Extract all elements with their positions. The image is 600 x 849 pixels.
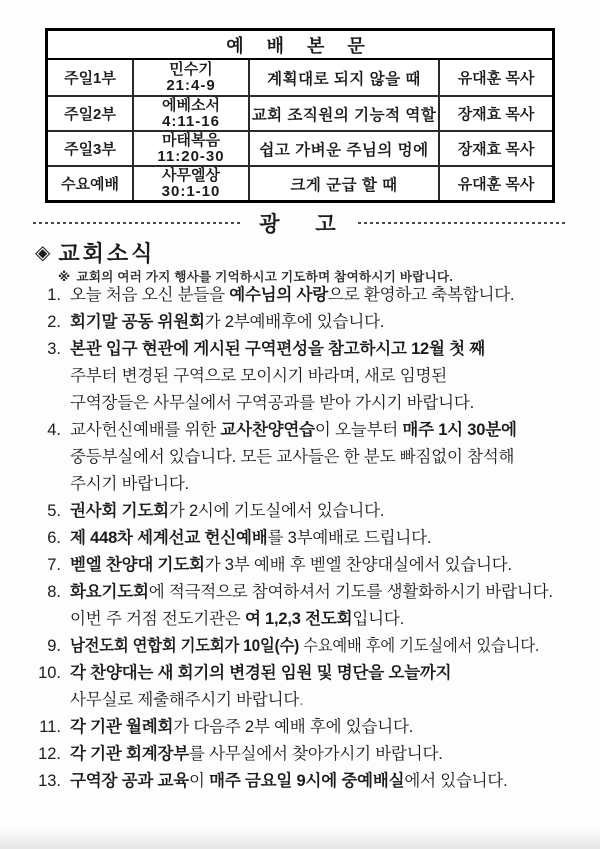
- item-content: [70, 282, 580, 309]
- divider-dash-left: [33, 222, 243, 224]
- item-content: [70, 336, 580, 417]
- item-line: [70, 309, 580, 336]
- item-content: [70, 768, 580, 795]
- item-line: [70, 498, 580, 525]
- item-line: [70, 363, 580, 390]
- text-segment: 가 2부예배후에 있습니다.: [204, 313, 385, 331]
- item-line: [70, 390, 580, 417]
- announcement-item: [28, 336, 580, 417]
- divider-title: 광 고: [259, 213, 342, 236]
- cell-service: 주일3부: [64, 141, 116, 158]
- diamond-bullet-icon: ◈: [35, 241, 51, 264]
- text-segment: 제 448차 세계선교 헌신예배: [70, 529, 268, 547]
- cell-preacher: 장재효 목사: [438, 132, 552, 165]
- text-segment: 가 2시에 기도실에서 있습니다.: [168, 502, 385, 520]
- announcement-item: [28, 741, 580, 768]
- text-segment: 교사찬양연습: [220, 421, 315, 439]
- text-segment: 여 1,2,3 전도회: [244, 610, 353, 628]
- item-number: 6.: [47, 529, 61, 547]
- cell-preacher: 유대훈 목사: [438, 167, 552, 200]
- scripture-verse: 11:20-30: [157, 147, 225, 165]
- item-line: [70, 552, 580, 579]
- text-segment: 남전도회 연합회 기도회가 10일(수): [70, 637, 300, 655]
- table-row: [48, 95, 552, 130]
- item-line: [70, 336, 580, 363]
- item-content: [70, 714, 580, 741]
- announcement-list: [28, 282, 580, 795]
- announcement-item: [28, 768, 580, 795]
- item-line: [70, 606, 580, 633]
- item-number: 13.: [38, 772, 61, 790]
- item-line: [70, 525, 580, 552]
- text-segment: 가 3부 예배 후 벧엘 찬양대실에서 있습니다.: [204, 556, 512, 574]
- item-number: 12.: [38, 745, 61, 763]
- item-number: 8.: [47, 583, 61, 601]
- text-segment: 각 기관 월례회: [70, 718, 174, 736]
- scripture-verse: 4:11-16: [162, 112, 220, 130]
- announcement-item: [28, 660, 580, 714]
- text-segment: 사무실로 제출해주시기 바랍니다: [70, 691, 300, 709]
- text-segment: .: [299, 691, 304, 709]
- scripture-book: 마태복음: [162, 131, 220, 149]
- church-news-header: [35, 237, 155, 268]
- announcement-item: [28, 417, 580, 498]
- text-segment: 매주 1시 30분에: [402, 421, 517, 439]
- announcement-item: [28, 633, 580, 660]
- cell-sermon: 쉽고 가벼운 주님의 멍에: [248, 132, 438, 165]
- item-number: 3.: [47, 340, 61, 358]
- scripture-verse: 21:4-9: [166, 76, 216, 94]
- item-content: [70, 525, 580, 552]
- table-row: [48, 130, 552, 165]
- item-content: [70, 741, 580, 768]
- announcement-item: [28, 498, 580, 525]
- church-news-title: 교회소식: [58, 241, 156, 266]
- item-line: [70, 633, 544, 660]
- text-segment: 수요예배 후에 기도실에서 있습니다.: [299, 637, 540, 655]
- text-segment: 교사헌신예배를 위한: [70, 421, 221, 439]
- cell-scripture: [132, 60, 248, 95]
- item-number: 1.: [47, 286, 61, 304]
- cell-sermon: 계획대로 되지 않을 때: [248, 60, 438, 95]
- worship-table: [45, 28, 555, 203]
- text-segment: 각 찬양대는 새 회기의 변경된 임원 및 명단을 오늘까지: [70, 664, 452, 682]
- text-segment: 으로 환영하고 축복합니다.: [328, 286, 515, 304]
- text-segment: 주시기 바랍니다.: [70, 475, 189, 493]
- item-line: [70, 444, 580, 471]
- item-number: 5.: [47, 502, 61, 520]
- text-segment: 화요기도회: [70, 583, 149, 601]
- cell-scripture: [132, 132, 248, 165]
- text-segment: 구역장들은 사무실에서 구역공과를 받아 가시기 바랍니다.: [70, 394, 475, 412]
- item-content: [70, 309, 580, 336]
- reference-mark-icon: ※: [58, 270, 71, 284]
- cell-preacher: 장재효 목사: [438, 97, 552, 130]
- text-segment: 각 기관 회계장부: [70, 745, 189, 763]
- item-number: 4.: [47, 421, 61, 439]
- item-number: 9.: [47, 637, 61, 655]
- announcement-item: [28, 714, 580, 741]
- item-content: [70, 498, 580, 525]
- text-segment: 이번 주 거점 전도기관은: [70, 610, 245, 628]
- item-content: [70, 579, 580, 633]
- divider-dash-right: [358, 222, 568, 224]
- text-segment: 회기말 공동 위원회: [70, 313, 205, 331]
- item-line: [70, 282, 580, 309]
- announcement-item: [28, 309, 580, 336]
- item-number: 2.: [47, 313, 61, 331]
- worship-table-title: 예 배 본 문: [48, 31, 552, 60]
- cell-service: 수요예배: [61, 176, 119, 193]
- text-segment: 주부터 변경된 구역으로 모이시기 바라며, 새로 임명된: [70, 367, 447, 385]
- text-segment: 에 적극적으로 참여하셔서 기도를 생활화하시기 바랍니다.: [148, 583, 553, 601]
- cell-sermon: 교회 조직원의 기능적 역할: [248, 97, 438, 130]
- item-line: [70, 714, 580, 741]
- announcement-item: [28, 552, 580, 579]
- item-content: [70, 417, 580, 498]
- text-segment: 를 사무실에서 찾아가시기 바랍니다.: [188, 745, 443, 763]
- text-segment: 구역장 공과 교육: [70, 772, 189, 790]
- item-line: [70, 768, 580, 795]
- item-number: 11.: [39, 718, 61, 736]
- text-segment: 예수님의 사랑: [229, 286, 329, 304]
- cell-preacher: 유대훈 목사: [438, 60, 552, 95]
- text-segment: 에서 있습니다.: [404, 772, 508, 790]
- scripture-book: 민수기: [169, 60, 213, 78]
- item-line: [70, 687, 580, 714]
- item-number: 10.: [38, 664, 61, 682]
- scan-artifact: [0, 827, 600, 849]
- item-content: [70, 552, 580, 579]
- announcement-item: [28, 282, 580, 309]
- text-segment: 매주 금요일 9시에 중예배실: [209, 772, 405, 790]
- text-segment: 를 3부예배로 드립니다.: [267, 529, 432, 547]
- text-segment: 이 오늘부터: [314, 421, 403, 439]
- scripture-book: 사무엘상: [162, 166, 220, 184]
- cell-sermon: 크게 군급 할 때: [248, 167, 438, 200]
- text-segment: 중등부실에서 있습니다. 모든 교사들은 한 분도 빠짐없이 참석해: [70, 448, 515, 466]
- text-segment: 벧엘 찬양대 기도회: [70, 556, 205, 574]
- cell-scripture: [132, 97, 248, 130]
- item-line: [70, 741, 580, 768]
- announcement-item: [28, 579, 580, 633]
- text-segment: 권사회 기도회: [70, 502, 169, 520]
- text-segment: 입니다.: [352, 610, 404, 628]
- announcement-item: [28, 525, 580, 552]
- text-segment: 오늘 처음 오신 분들을: [70, 286, 230, 304]
- worship-table-body: [48, 60, 552, 200]
- item-content: [70, 633, 580, 660]
- item-line: [70, 579, 580, 606]
- note-text: 교회의 여러 가지 행사를 기억하시고 기도하며 참여하시기 바랍니다.: [76, 270, 454, 284]
- cell-service: 주일1부: [64, 70, 116, 87]
- item-line: [70, 660, 580, 687]
- text-segment: 이: [188, 772, 210, 790]
- table-row: [48, 60, 552, 95]
- scripture-verse: 30:1-10: [161, 182, 221, 200]
- cell-service: 주일2부: [64, 106, 116, 123]
- text-segment: 가 다음주 2부 예배 후에 있습니다.: [173, 718, 414, 736]
- item-line: [70, 471, 580, 498]
- cell-scripture: [132, 167, 248, 200]
- item-number: 7.: [47, 556, 61, 574]
- text-segment: 본관 입구 현관에 게시된 구역편성을 참고하시고 12월 첫 째: [70, 340, 486, 358]
- scripture-book: 에베소서: [162, 96, 220, 114]
- item-content: [70, 660, 580, 714]
- item-line: [70, 417, 580, 444]
- notice-divider: [33, 211, 568, 235]
- table-row: [48, 165, 552, 200]
